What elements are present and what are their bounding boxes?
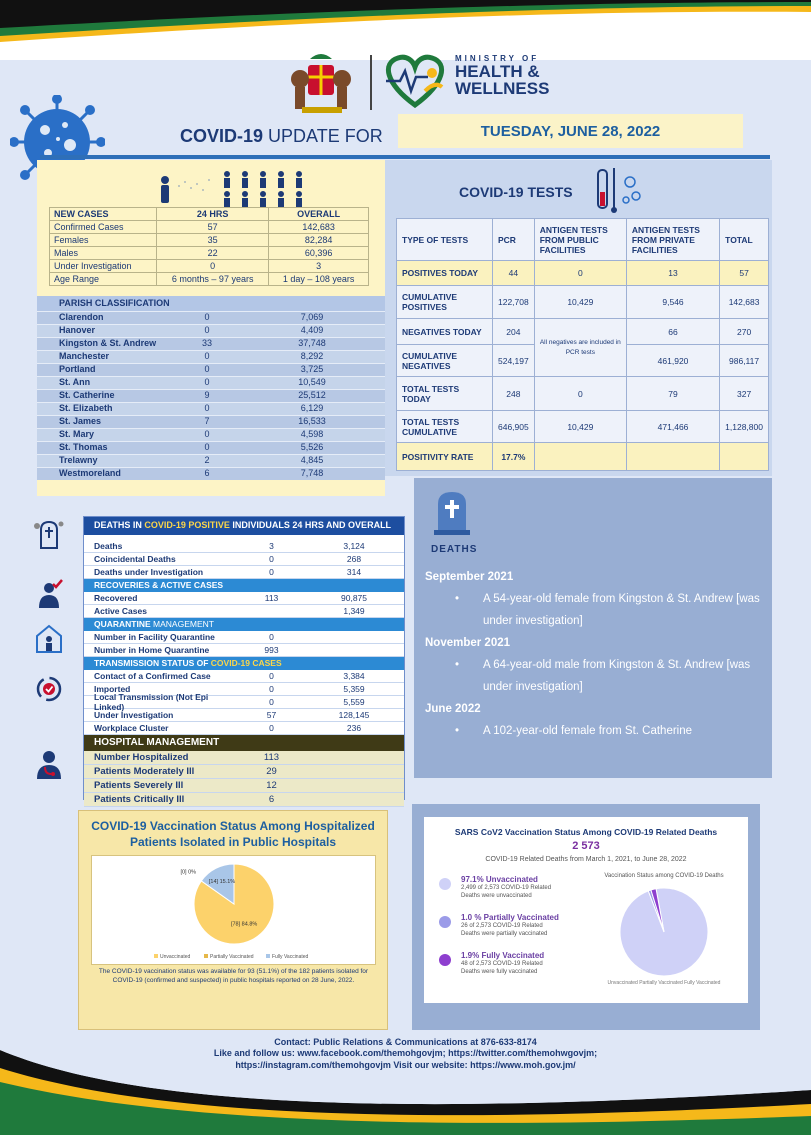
parish-24h: 33 xyxy=(201,338,212,348)
row-overall: 3 xyxy=(269,260,369,273)
deaths-header-c: INDIVIDUALS 24 HRS AND OVERALL xyxy=(229,520,392,530)
new-cases-header-24h: 24 HRS xyxy=(157,208,269,221)
quarantine-header-a: QUARANTINE xyxy=(94,619,151,629)
parish-name: Hanover xyxy=(59,325,96,335)
row-overall: 90,875 xyxy=(341,593,367,603)
row-label: Active Cases xyxy=(94,606,147,616)
update-title-rest: UPDATE FOR xyxy=(263,126,383,146)
vl-title-line2: Patients Isolated in Public Hospitals xyxy=(129,834,337,849)
table-row xyxy=(84,722,404,735)
deaths-rows xyxy=(84,540,404,579)
table-row xyxy=(84,592,404,605)
row-24h: 0 xyxy=(269,723,274,733)
recovered-person-icon xyxy=(33,578,65,610)
parish-24h: 0 xyxy=(204,325,210,335)
legend-swatch xyxy=(154,954,158,958)
parish-name: St. Catherine xyxy=(59,390,115,400)
table-row xyxy=(50,247,369,260)
legend-line2: Deaths were unvaccinated xyxy=(461,892,532,899)
vl-title xyxy=(79,819,387,850)
row-label: Patients Severely Ill xyxy=(94,780,184,791)
row-label: Patients Critically Ill xyxy=(94,794,185,805)
row-label: Males xyxy=(50,247,157,260)
hospitalized-vaccination-chart xyxy=(78,810,388,1030)
table-row xyxy=(397,443,769,471)
table-row xyxy=(397,261,769,286)
tests-header: TOTAL xyxy=(720,219,769,261)
table-row xyxy=(37,467,385,480)
tests-header: TYPE OF TESTS xyxy=(397,219,493,261)
row-label: Under Investigation xyxy=(94,710,174,720)
row-label: POSITIVITY RATE xyxy=(397,443,493,471)
parish-name: Portland xyxy=(59,364,96,374)
parish-name: St. Elizabeth xyxy=(59,403,113,413)
row-24h: 3 xyxy=(269,541,274,551)
ministry-line2: WELLNESS xyxy=(455,79,550,98)
parish-24h: 0 xyxy=(204,312,210,322)
cell: 986,117 xyxy=(720,345,769,377)
vr-card xyxy=(424,817,748,1003)
cell: 66 xyxy=(626,319,719,345)
row-label: Recovered xyxy=(94,593,138,603)
legend-label: Fully Vaccinated xyxy=(272,954,309,960)
row-overall: 3,384 xyxy=(343,671,365,681)
deaths-header-b: COVID-19 POSITIVE xyxy=(144,520,230,530)
legend-line2: Deaths were fully vaccinated xyxy=(461,968,538,975)
table-row xyxy=(84,670,404,683)
deaths-section-header xyxy=(84,517,404,535)
tests-header: ANTIGEN TESTS FROM PRIVATE FACILITIES xyxy=(626,219,719,261)
legend-line1: 2,499 of 2,573 COVID-19 Related xyxy=(461,885,552,891)
row-overall: 268 xyxy=(346,554,362,564)
row-24h: 0 xyxy=(269,554,274,564)
cell: 646,905 xyxy=(493,411,535,443)
legend-swatch xyxy=(204,954,208,958)
row-label: Imported xyxy=(94,684,131,694)
table-row xyxy=(37,454,385,467)
cell: 204 xyxy=(493,319,535,345)
death-month: September 2021 xyxy=(425,571,514,583)
row-label: Confirmed Cases xyxy=(50,221,157,234)
parish-overall: 8,292 xyxy=(300,351,324,361)
table-row xyxy=(37,441,385,454)
row-label: Under Investigation xyxy=(50,260,157,273)
footer-line2: Like and follow us: www.facebook.com/themohgovjm; https://twitter.com/themohwgovjm; xyxy=(213,1048,598,1059)
people-spray-icon xyxy=(157,168,327,210)
row-label: Workplace Cluster xyxy=(94,723,169,733)
update-date: TUESDAY, JUNE 28, 2022 xyxy=(398,114,743,148)
parish-overall: 25,512 xyxy=(298,390,326,400)
partially-dot xyxy=(439,916,451,928)
table-row xyxy=(37,389,385,402)
footer-line1: Contact: Public Relations & Communications at 876-633-8174 xyxy=(274,1037,537,1047)
row-24h: 0 xyxy=(157,260,269,273)
row-label: Age Range xyxy=(50,273,157,286)
row-24h: 29 xyxy=(266,766,277,777)
row-label: Number Hospitalized xyxy=(94,752,189,763)
positivity-rate-value: 17.7% xyxy=(493,443,535,471)
pie-data-label: [0] 0% xyxy=(180,869,197,876)
table-row xyxy=(50,273,369,286)
death-item: • A 64-year-old male from Kingston & St. Andrew [was under investigation] xyxy=(425,654,770,698)
parish-name: St. James xyxy=(59,416,102,426)
table-row xyxy=(84,553,404,566)
legend-fully xyxy=(439,951,589,976)
fully-dot xyxy=(439,954,451,966)
row-24h: 6 xyxy=(268,794,275,805)
row-label: Number in Facility Quarantine xyxy=(94,632,215,642)
row-24h: 57 xyxy=(266,710,277,720)
vr-pie-title: Vaccination Status among COVID-19 Deaths xyxy=(604,873,724,879)
deaths-label: DEATHS xyxy=(431,544,478,555)
row-overall: 60,396 xyxy=(269,247,369,260)
cell: 10,429 xyxy=(534,286,626,319)
table-row xyxy=(50,260,369,273)
table-row xyxy=(50,234,369,247)
header-logos xyxy=(270,45,600,115)
table-row xyxy=(84,605,404,618)
vl-chart-area xyxy=(91,855,376,965)
table-row xyxy=(84,644,404,657)
transmission-cycle-icon xyxy=(33,673,65,705)
parish-name: Clarendon xyxy=(59,312,104,322)
vr-pie-legend: Unvaccinated Partially Vaccinated Fully Vaccinated xyxy=(607,980,721,986)
cell: 57 xyxy=(720,261,769,286)
footer-line3: https://instagram.com/themohgovjm Visit our website: https://www.moh.gov.jm/ xyxy=(235,1059,576,1070)
parish-name: Manchester xyxy=(59,351,110,361)
row-24h: 12 xyxy=(266,780,277,791)
row-overall: 314 xyxy=(346,567,362,577)
parish-24h: 0 xyxy=(204,351,210,361)
cell xyxy=(534,443,626,471)
home-quarantine-icon xyxy=(33,622,65,654)
cell: 461,920 xyxy=(626,345,719,377)
vl-title-line1: COVID-19 Vaccination Status Among Hospitalized xyxy=(91,819,375,833)
table-row xyxy=(37,363,385,376)
death-item: • A 54-year-old female from Kingston & St. Andrew [was under investigation] xyxy=(425,588,770,632)
moh-heart-logo-icon xyxy=(380,53,450,108)
table-row xyxy=(84,631,404,644)
new-cases-header-overall: OVERALL xyxy=(269,208,369,221)
tombstone-icon xyxy=(432,488,472,536)
parish-24h: 0 xyxy=(204,377,210,387)
cell: 524,197 xyxy=(493,345,535,377)
legend-label: Unvaccinated xyxy=(160,954,191,960)
row-label: Number in Home Quarantine xyxy=(94,645,210,655)
table-row xyxy=(37,376,385,389)
deaths-details-panel xyxy=(414,478,772,778)
cell: 10,429 xyxy=(534,411,626,443)
table-row xyxy=(84,765,404,779)
cell: 44 xyxy=(493,261,535,286)
row-24h: 0 xyxy=(269,684,274,694)
legend-line1: 26 of 2,573 COVID-19 Related xyxy=(461,923,543,929)
parish-classification xyxy=(37,296,385,480)
parish-overall: 10,549 xyxy=(298,377,326,387)
row-label: POSITIVES TODAY xyxy=(397,261,493,286)
cell: 1,128,800 xyxy=(720,411,769,443)
negatives-note: All negatives are included in PCR tests xyxy=(534,319,626,377)
row-label: Local Transmission (Not Epi Linked) xyxy=(94,692,209,712)
row-24h: 22 xyxy=(157,247,269,260)
status-panel xyxy=(83,516,405,805)
parish-heading: PARISH CLASSIFICATION xyxy=(37,296,385,311)
parish-overall: 16,533 xyxy=(298,416,326,426)
header-divider xyxy=(370,55,372,110)
table-row xyxy=(84,709,404,722)
parish-24h: 0 xyxy=(204,429,210,439)
row-overall: 3,124 xyxy=(343,541,365,551)
parish-name: Trelawny xyxy=(59,455,98,465)
legend-swatch xyxy=(266,954,270,958)
table-row xyxy=(37,428,385,441)
doctor-icon xyxy=(33,748,65,780)
row-label: TOTAL TESTS CUMULATIVE xyxy=(397,411,493,443)
header-rule xyxy=(40,155,770,159)
row-label: CUMULATIVE POSITIVES xyxy=(397,286,493,319)
update-title xyxy=(180,126,383,147)
parish-rows xyxy=(37,311,385,480)
tests-panel xyxy=(385,160,772,476)
row-overall: 1 day – 108 years xyxy=(269,273,369,286)
parish-overall: 7,069 xyxy=(300,312,324,322)
transmission-header-a: TRANSMISSION STATUS OF xyxy=(94,658,211,668)
tests-table xyxy=(396,218,769,471)
parish-overall: 4,409 xyxy=(300,325,324,335)
row-overall: 5,559 xyxy=(343,697,365,707)
parish-24h: 2 xyxy=(204,455,210,465)
legend-partially xyxy=(439,913,589,938)
ministry-name xyxy=(455,55,549,97)
parish-name: St. Thomas xyxy=(59,442,108,452)
parish-24h: 0 xyxy=(204,403,210,413)
row-label: Contact of a Confirmed Case xyxy=(94,671,211,681)
legend-title: 97.1% Unvaccinated xyxy=(461,875,538,884)
row-label: NEGATIVES TODAY xyxy=(397,319,493,345)
legend-title: 1.9% Fully Vaccinated xyxy=(461,951,545,960)
row-24h: 0 xyxy=(269,671,274,681)
cell xyxy=(626,443,719,471)
table-row xyxy=(397,411,769,443)
parish-overall: 3,725 xyxy=(300,364,324,374)
test-tube-icon xyxy=(590,166,645,216)
hospitalized-pie-chart xyxy=(92,856,377,966)
table-row xyxy=(397,377,769,411)
parish-overall: 4,845 xyxy=(300,455,324,465)
row-label: Deaths under Investigation xyxy=(94,567,204,577)
ministry-small: MINISTRY OF xyxy=(455,54,540,63)
cell: 327 xyxy=(720,377,769,411)
quarantine-section-header xyxy=(84,618,404,631)
row-overall: 236 xyxy=(346,723,362,733)
parish-24h: 0 xyxy=(204,442,210,452)
cell: 248 xyxy=(493,377,535,411)
row-overall: 1,349 xyxy=(343,606,365,616)
pie-data-label: [78] 84.8% xyxy=(230,921,258,928)
deaths-vaccination-chart xyxy=(412,804,760,1030)
table-row xyxy=(397,286,769,319)
cell: 9,546 xyxy=(626,286,719,319)
hospital-rows xyxy=(84,751,404,807)
transmission-header-b: COVID-19 CASES xyxy=(210,658,282,668)
row-24h: 0 xyxy=(269,697,274,707)
deaths-list xyxy=(425,566,770,742)
parish-24h: 9 xyxy=(204,390,210,400)
table-row xyxy=(37,324,385,337)
table-row xyxy=(84,566,404,579)
vl-note: The COVID-19 vaccination status was available for 93 (51.1%) of the 182 patients isolated for COVID-19 (confirmed and suspected) in public hospitals reported on 28 June, 2022. xyxy=(98,968,369,985)
row-24h: 113 xyxy=(263,752,280,763)
legend-label: Partially Vaccinated xyxy=(210,954,254,960)
cell: 0 xyxy=(534,261,626,286)
table-row xyxy=(397,319,769,345)
new-cases-table xyxy=(49,207,369,286)
cell xyxy=(720,443,769,471)
parish-name: Westmoreland xyxy=(59,468,121,478)
legend-title: 1.0 % Partially Vaccinated xyxy=(461,913,559,922)
new-cases-header-row xyxy=(50,208,369,221)
tombstone-virus-icon xyxy=(33,518,65,550)
hospital-section-header: HOSPITAL MANAGEMENT xyxy=(84,735,404,751)
parish-overall: 4,598 xyxy=(300,429,324,439)
quarantine-header-b: MANAGEMENT xyxy=(150,619,214,629)
recoveries-section-header: RECOVERIES & ACTIVE CASES xyxy=(84,579,404,592)
table-row xyxy=(37,402,385,415)
row-label: CUMULATIVE NEGATIVES xyxy=(397,345,493,377)
table-row xyxy=(50,221,369,234)
row-24h: 0 xyxy=(269,567,274,577)
coat-of-arms-icon xyxy=(280,47,360,115)
row-24h: 57 xyxy=(157,221,269,234)
table-row xyxy=(84,692,404,712)
row-label: Deaths xyxy=(94,541,123,551)
deaths-pie-chart xyxy=(614,885,714,980)
row-24h: 6 months – 97 years xyxy=(157,273,269,286)
legend-line2: Deaths were partially vaccinated xyxy=(461,930,548,937)
parish-overall: 7,748 xyxy=(300,468,324,478)
table-row xyxy=(37,311,385,324)
parish-24h: 0 xyxy=(204,364,210,374)
row-overall: 82,284 xyxy=(269,234,369,247)
parish-24h: 6 xyxy=(204,468,210,478)
row-overall: 142,683 xyxy=(269,221,369,234)
parish-24h: 7 xyxy=(204,416,210,426)
cell: 13 xyxy=(626,261,719,286)
tests-header: PCR xyxy=(493,219,535,261)
vr-subtitle: COVID-19 Related Deaths from March 1, 2021, to June 28, 2022 xyxy=(485,856,687,863)
unvaccinated-dot xyxy=(439,878,451,890)
death-month: June 2022 xyxy=(425,703,481,715)
cell: 142,683 xyxy=(720,286,769,319)
cell: 79 xyxy=(626,377,719,411)
table-row xyxy=(37,350,385,363)
death-month: November 2021 xyxy=(425,637,511,649)
quarantine-rows xyxy=(84,631,404,657)
death-item: • A 102-year-old female from St. Catherine xyxy=(425,720,770,742)
row-24h: 35 xyxy=(157,234,269,247)
vr-title: SARS CoV2 Vaccination Status Among COVID-19 Related Deaths xyxy=(454,827,718,837)
row-overall: 5,359 xyxy=(343,684,365,694)
row-label: Coincidental Deaths xyxy=(94,554,176,564)
transmission-section-header xyxy=(84,657,404,670)
cell: 270 xyxy=(720,319,769,345)
deaths-header-a: DEATHS IN xyxy=(94,520,145,530)
parish-name: Kingston & St. Andrew xyxy=(59,338,157,348)
table-row xyxy=(84,751,404,765)
recoveries-rows xyxy=(84,592,404,618)
cell: 0 xyxy=(534,377,626,411)
new-cases-header-label: NEW CASES xyxy=(50,208,157,221)
transmission-rows xyxy=(84,670,404,735)
tests-header-row xyxy=(397,219,769,261)
update-title-bold: COVID-19 xyxy=(180,126,264,146)
tests-header: ANTIGEN TESTS FROM PUBLIC FACILITIES xyxy=(534,219,626,261)
cell: 471,466 xyxy=(626,411,719,443)
row-24h: 0 xyxy=(269,632,274,642)
footer-contact xyxy=(0,1037,811,1071)
parish-name: St. Mary xyxy=(59,429,95,439)
parish-overall: 6,129 xyxy=(300,403,324,413)
row-overall: 128,145 xyxy=(338,710,370,720)
row-label: TOTAL TESTS TODAY xyxy=(397,377,493,411)
tests-title: COVID-19 TESTS xyxy=(459,184,573,200)
ministry-line1: HEALTH & xyxy=(455,62,540,81)
table-row xyxy=(84,779,404,793)
row-24h: 993 xyxy=(264,645,279,655)
row-label: Females xyxy=(50,234,157,247)
row-24h: 113 xyxy=(264,593,279,603)
parish-overall: 5,526 xyxy=(300,442,324,452)
legend-line1: 48 of 2,573 COVID-19 Related xyxy=(461,961,543,967)
cell: 122,708 xyxy=(493,286,535,319)
parish-overall: 37,748 xyxy=(298,338,326,348)
table-row xyxy=(84,540,404,553)
pie-data-label: [14] 15.1% xyxy=(208,878,236,885)
row-label: Patients Moderately Ill xyxy=(94,766,195,777)
table-row xyxy=(84,793,404,807)
legend-unvaccinated xyxy=(439,875,589,900)
table-row xyxy=(37,415,385,428)
vr-total: 2 573 xyxy=(572,840,600,852)
parish-name: St. Ann xyxy=(59,377,91,387)
table-row xyxy=(37,337,385,350)
